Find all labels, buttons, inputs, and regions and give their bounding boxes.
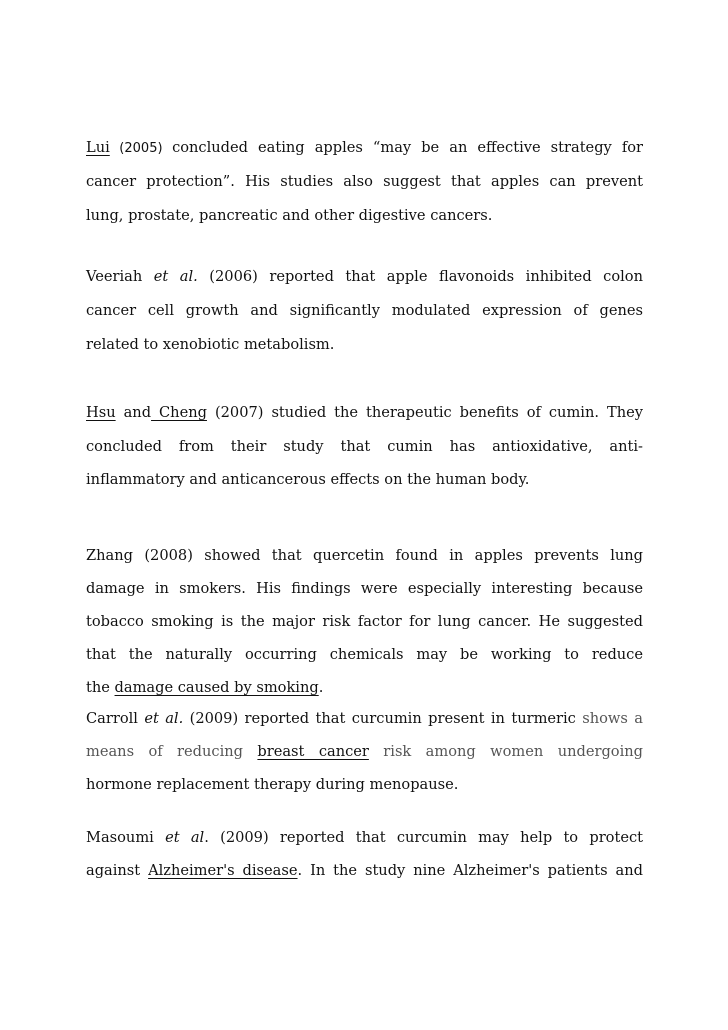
- p6-line-2: [86, 861, 643, 881]
- p2-et-al: et al.: [153, 268, 198, 285]
- p2-author: Veeriah: [86, 268, 154, 285]
- p6-author: Masoumi: [86, 829, 166, 846]
- p4-line-4: that the naturally occurring chemicals may be working to reduce: [86, 646, 643, 663]
- cheng-citation-link[interactable]: Cheng: [151, 404, 207, 421]
- p4-line-5: [86, 678, 643, 698]
- p1-line-1-text: concluded eating apples “may be an effective strategy for: [172, 139, 643, 156]
- p5-line-1: [86, 709, 643, 729]
- p5-author: Carroll: [86, 710, 145, 727]
- p4-line-5-pre: the: [86, 679, 115, 696]
- p2-line-1-text: (2006) reported that apple flavonoids inhibited colon: [197, 268, 643, 285]
- p3-line-1: [86, 403, 643, 423]
- p2-line-2: cancer cell growth and significantly modulated expression of genes: [86, 302, 643, 319]
- p1-line-1: [86, 138, 643, 159]
- p4-line-3: tobacco smoking is the major risk factor for lung cancer. He suggested: [86, 613, 643, 630]
- p6-line-1-text: . (2009) reported that curcumin may help to protect: [204, 829, 643, 846]
- p4-line-5-post: .: [318, 679, 324, 696]
- p3-line-2: concluded from their study that cumin has antioxidative, anti-: [86, 438, 643, 455]
- lui-citation-link[interactable]: Lui: [86, 139, 110, 156]
- p6-line-2-pre: against: [86, 862, 149, 879]
- p1-line-2: cancer protection”. His studies also suggest that apples can prevent: [86, 173, 643, 190]
- p4-line-2: damage in smokers. His findings were especially interesting because: [86, 580, 643, 597]
- alzheimers-disease-link[interactable]: Alzheimer's disease: [148, 862, 298, 879]
- p6-line-1: [86, 828, 643, 848]
- p2-line-3: related to xenobiotic metabolism.: [86, 336, 335, 353]
- breast-cancer-link[interactable]: breast cancer: [257, 743, 369, 760]
- p5-line-2-post: risk among women undergoing: [368, 743, 643, 760]
- p3-and: and: [115, 404, 152, 421]
- p5-line-1-gray: shows a: [582, 710, 643, 727]
- p3-line-3: inflammatory and anticancerous effects on the human body.: [86, 471, 530, 488]
- p4-line-1: Zhang (2008) showed that quercetin found in apples prevents lung: [86, 547, 643, 564]
- p2-line-1: [86, 267, 643, 287]
- p5-line-1-text: (2009) reported that curcumin present in turmeric: [183, 710, 583, 727]
- p5-line-2-pre: means of reducing: [86, 743, 258, 760]
- p6-et-al: et al: [165, 829, 205, 846]
- damage-caused-by-smoking-link[interactable]: damage caused by smoking: [114, 679, 319, 696]
- p5-line-2: [86, 742, 643, 762]
- hsu-citation-link[interactable]: Hsu: [86, 404, 116, 421]
- p1-line-3: lung, prostate, pancreatic and other digestive cancers.: [86, 207, 493, 224]
- p6-line-2-post: . In the study nine Alzheimer's patients and: [297, 862, 643, 879]
- p5-et-al: et al.: [144, 710, 184, 727]
- p3-line-1-text: (2007) studied the therapeutic benefits of cumin. They: [206, 404, 643, 421]
- p1-year: (2005): [109, 141, 173, 156]
- p5-line-3: hormone replacement therapy during menopause.: [86, 776, 459, 793]
